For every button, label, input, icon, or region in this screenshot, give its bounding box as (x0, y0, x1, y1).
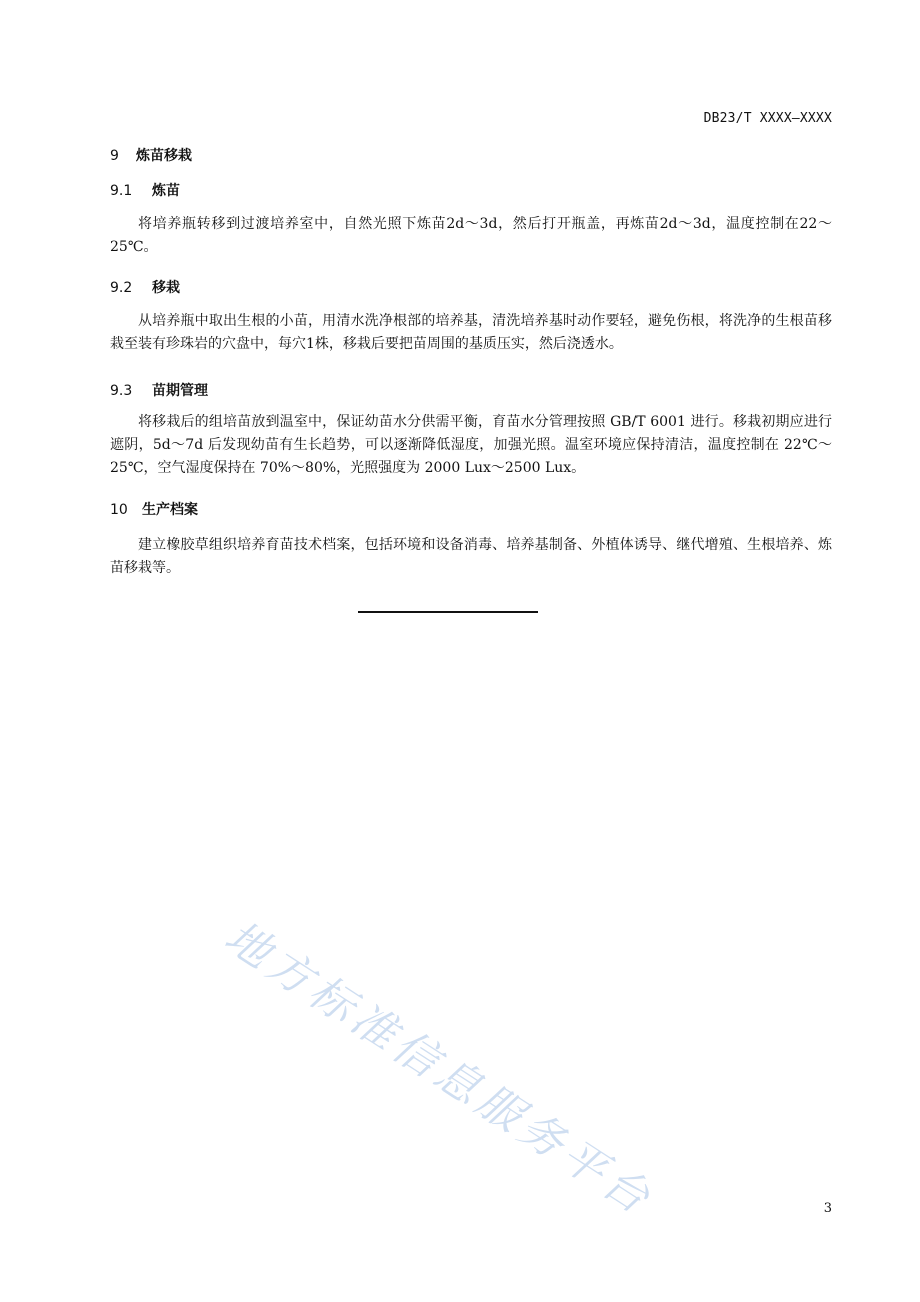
section-title: 移栽 (152, 280, 180, 296)
end-rule (358, 611, 538, 613)
section-title: 苗期管理 (152, 383, 208, 399)
section-9-3-heading (110, 380, 208, 400)
section-9-1-heading (110, 180, 180, 200)
section-title: 炼苗移栽 (136, 148, 192, 164)
section-number: 9.3 (110, 383, 133, 399)
page-number: 3 (823, 1201, 832, 1216)
watermark: 地方标准信息服务平台 (215, 911, 663, 1227)
paragraph-10: 建立橡胶草组织培养育苗技术档案，包括环境和设备消毒、培养基制备、外植体诱导、继代增殖、生根培养、炼苗移栽等。 (110, 537, 832, 576)
section-title: 生产档案 (142, 502, 198, 518)
paragraph-9-1: 将培养瓶转移到过渡培养室中，自然光照下炼苗2d～3d，然后打开瓶盖，再炼苗2d～3d，温度控制在22～25℃。 (110, 216, 832, 255)
section-number: 9 (110, 148, 119, 164)
section-10-heading (110, 499, 198, 519)
section-number: 9.1 (110, 183, 133, 199)
section-9-2-heading (110, 277, 180, 297)
section-9-heading (110, 145, 192, 165)
paragraph-9-3: 将移栽后的组培苗放到温室中，保证幼苗水分供需平衡，育苗水分管理按照 GB/T 6001 进行。移栽初期应进行遮阴，5d～7d 后发现幼苗有生长趋势，可以逐渐降低湿度，加强光照。温室环境应保持清洁，温度控制在 22℃～25℃，空气湿度保持在 70%～80%，光照强度为 2000 Lux～2500 Lux。 (110, 414, 832, 476)
section-number: 9.2 (110, 280, 133, 296)
section-number: 10 (110, 502, 128, 518)
paragraph-9-2: 从培养瓶中取出生根的小苗，用清水洗净根部的培养基，清洗培养基时动作要轻，避免伤根，将洗净的生根苗移栽至装有珍珠岩的穴盘中，每穴1株，移栽后要把苗周围的基质压实，然后浇透水。 (110, 313, 832, 352)
document-code: DB23/T XXXX—XXXX (703, 111, 832, 126)
section-title: 炼苗 (152, 183, 180, 199)
